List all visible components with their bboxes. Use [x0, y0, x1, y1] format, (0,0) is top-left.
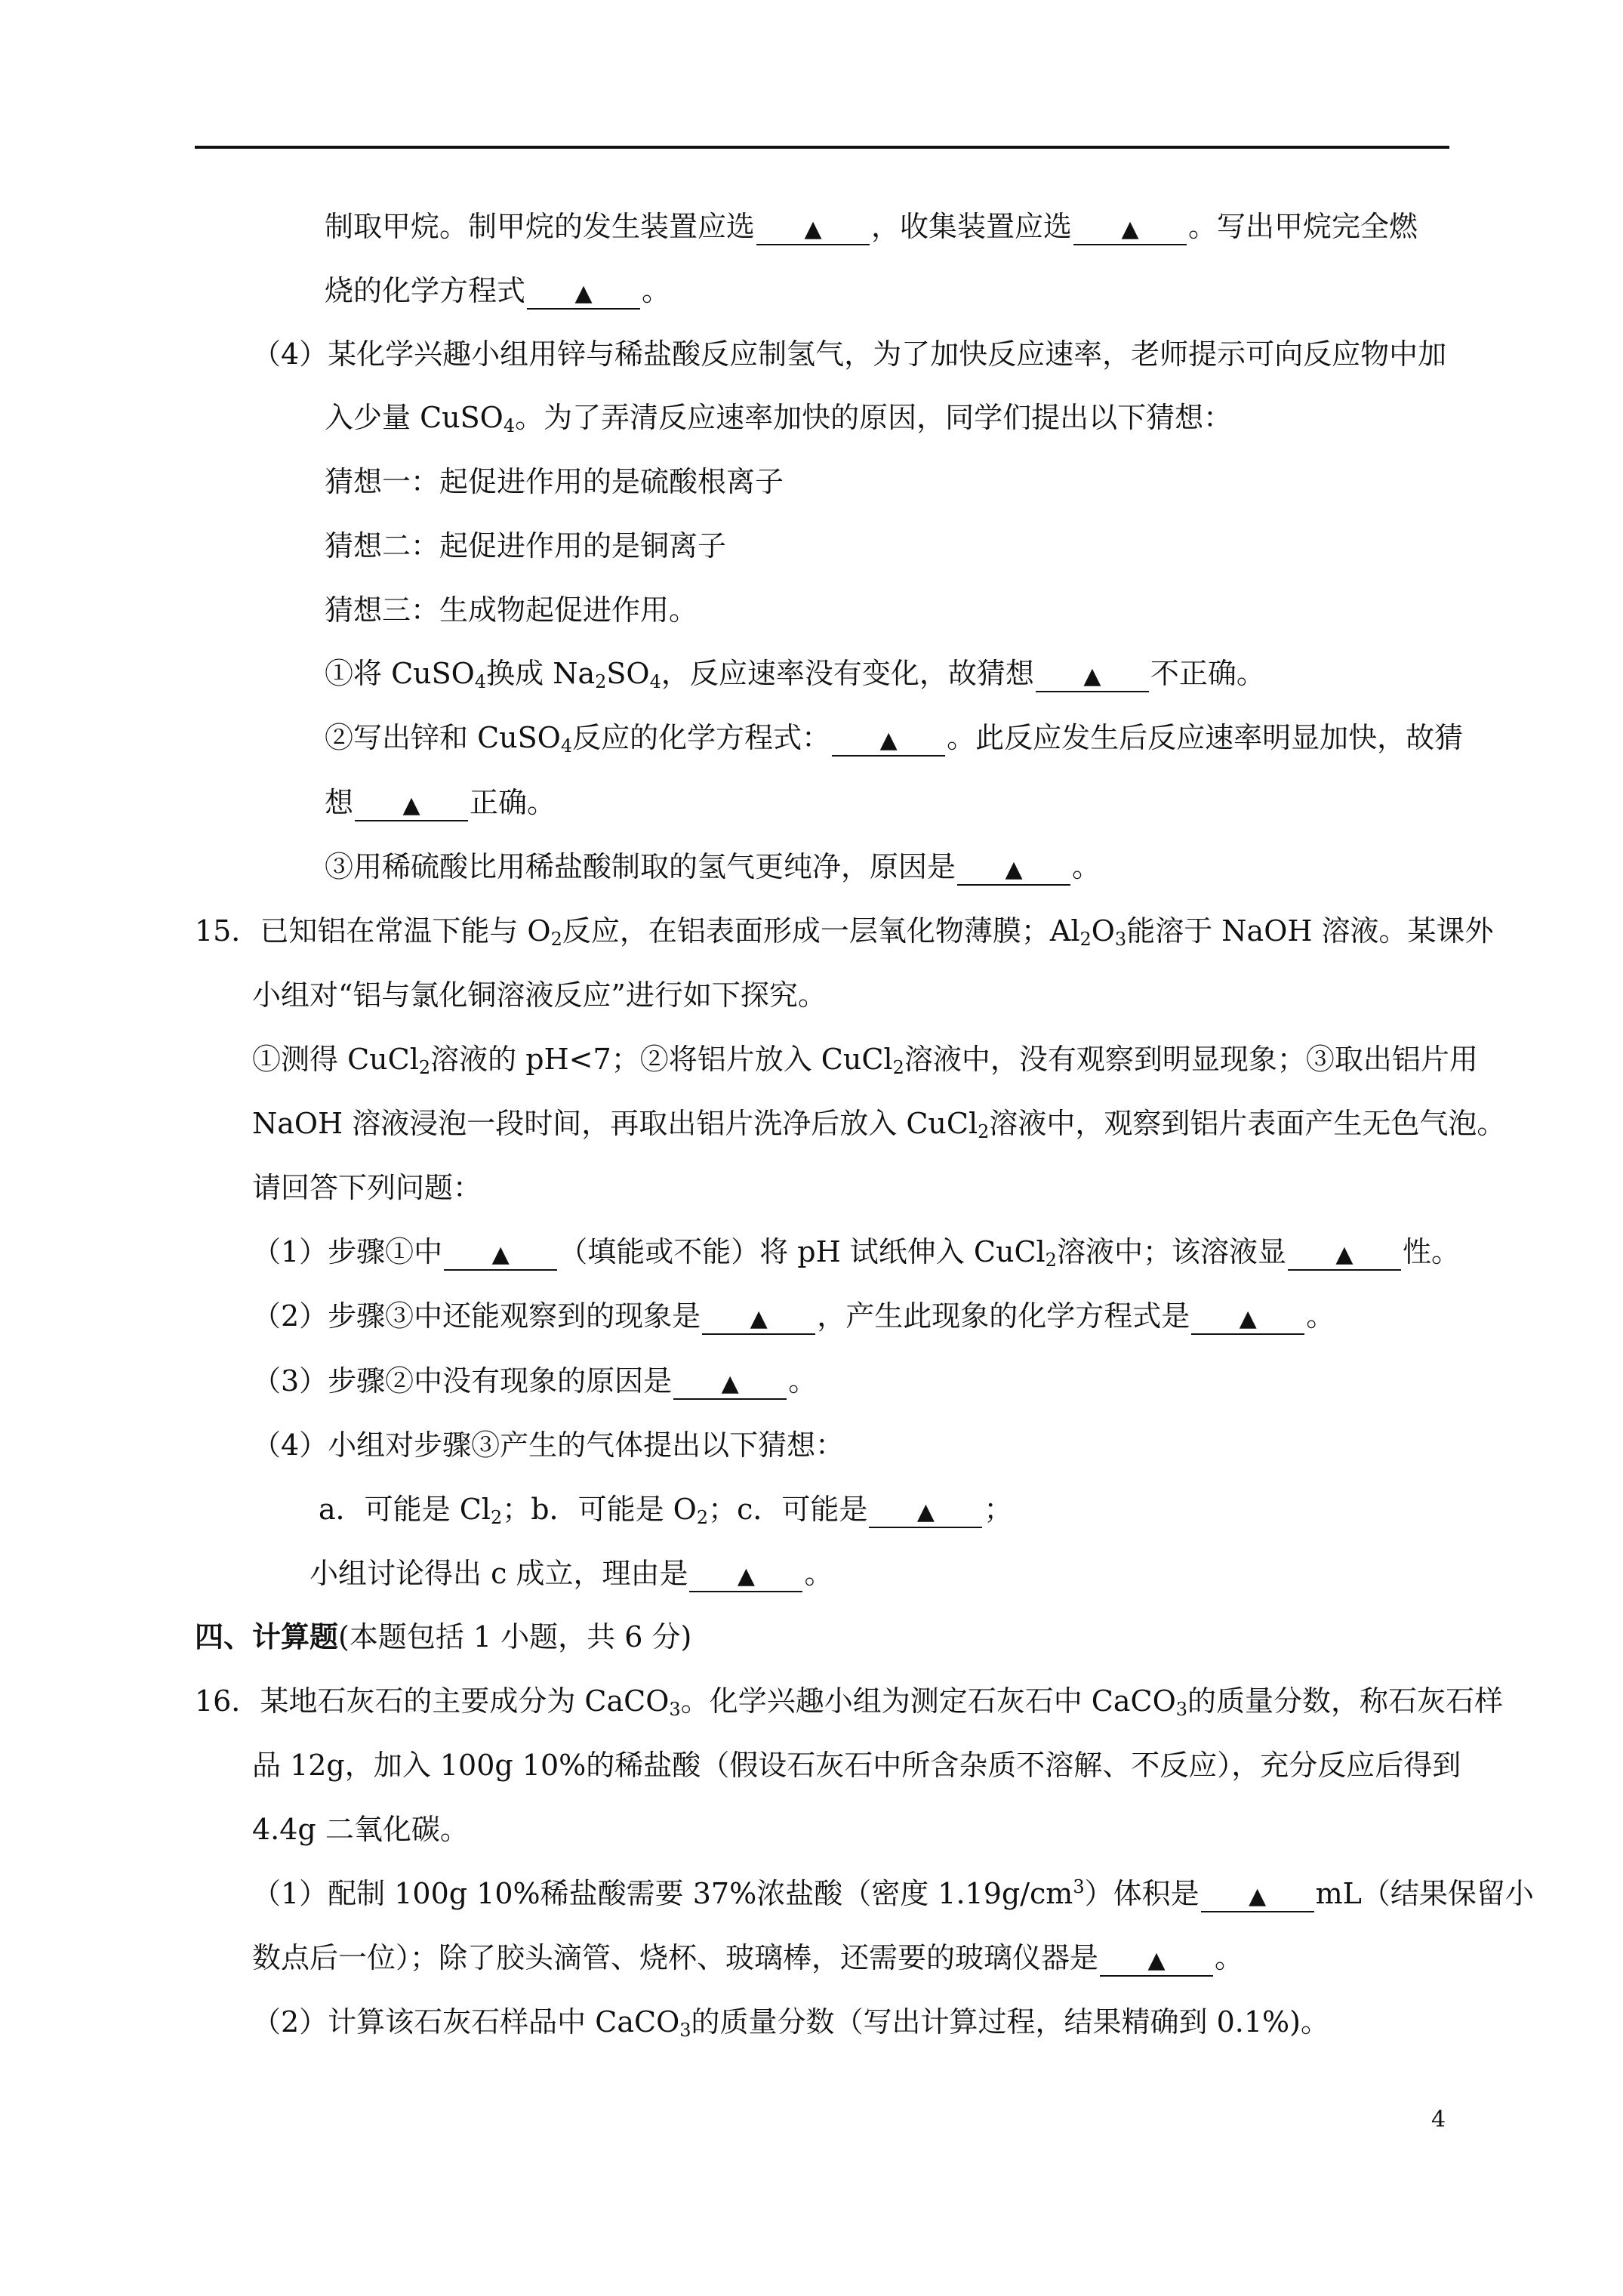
text: SO: [606, 657, 650, 690]
answer-blank[interactable]: [957, 852, 1070, 886]
text: 。化学兴趣小组为测定石灰石中 CaCO: [680, 1684, 1176, 1718]
answer-blank[interactable]: [444, 1237, 557, 1271]
text: 能溶于 NaOH 溶液。某课外: [1126, 914, 1494, 948]
triangle-icon: ▲: [1239, 1305, 1257, 1332]
answer-blank[interactable]: [832, 723, 945, 757]
text: 15．已知铝在常温下能与 O: [195, 914, 551, 948]
q15-line-3: [252, 1042, 1478, 1077]
answer-blank[interactable]: [1288, 1237, 1401, 1271]
q14-part4-line-1: [252, 337, 1446, 371]
subscript: 2: [490, 1507, 503, 1528]
text: 。: [642, 274, 671, 307]
step-1: [325, 656, 1265, 692]
text: ）体积是: [1084, 1877, 1200, 1910]
text: 。: [1072, 850, 1101, 883]
text: 的质量分数，称石灰石样: [1187, 1684, 1504, 1718]
triangle-icon: ▲: [750, 1305, 768, 1332]
header-rule: [195, 146, 1449, 149]
guess-2: [325, 529, 726, 563]
subscript: 2: [550, 929, 562, 950]
q15-part-1: [252, 1234, 1460, 1271]
subscript: 3: [1114, 929, 1127, 950]
q14-line-1: [325, 209, 1418, 245]
text: （填能或不能）将 pH 试纸伸入 CuCl: [559, 1235, 1046, 1268]
q15-part-4-guesses: [319, 1492, 1012, 1528]
triangle-icon: ▲: [1147, 1947, 1166, 1974]
text: （2）步骤③中还能观察到的现象是: [252, 1299, 701, 1333]
step-3: [325, 849, 1101, 886]
q15-part-4: [252, 1428, 844, 1462]
text: 的质量分数（写出计算过程，结果精确到 0.1%)。: [691, 2005, 1329, 2039]
text: 品 12g，加入 100g 10%的稀盐酸（假设石灰石中所含杂质不溶解、不反应），充分反应后得到: [252, 1749, 1461, 1782]
text: 。: [1306, 1299, 1335, 1333]
text: ，产生此现象的化学方程式是: [817, 1299, 1190, 1333]
q15-line-2: [252, 978, 827, 1012]
text: 想: [325, 786, 354, 819]
text: 溶液中，观察到铝片表面产生无色气泡。: [989, 1107, 1506, 1140]
guess-3: [325, 593, 698, 627]
triangle-icon: ▲: [1083, 663, 1101, 689]
text: 。为了弄清反应速率加快的原因，同学们提出以下猜想：: [515, 401, 1233, 434]
triangle-icon: ▲: [491, 1241, 510, 1268]
text: ；b．可能是 O: [502, 1493, 697, 1526]
text: ①测得 CuCl: [252, 1043, 419, 1076]
q14-part4-line-2: [325, 400, 1232, 435]
triangle-icon: ▲: [916, 1499, 935, 1525]
text: （4）某化学兴趣小组用锌与稀盐酸反应制氢气，为了加快反应速率，老师提示可向反应物中加: [252, 337, 1447, 371]
q16-part-1-cont: [252, 1940, 1243, 1977]
text: （1）配制 100g 10%稀盐酸需要 37%浓盐酸（密度 1.19g/cm: [252, 1877, 1073, 1910]
triangle-icon: ▲: [737, 1563, 755, 1589]
text: （1）步骤①中: [252, 1235, 443, 1268]
subscript: 2: [978, 1121, 990, 1142]
section-heading: [195, 1620, 691, 1654]
subscript: 3: [1175, 1699, 1188, 1720]
superscript: 3: [1073, 1876, 1085, 1897]
subscript: 4: [503, 415, 516, 436]
triangle-icon: ▲: [1005, 856, 1023, 883]
q16-part-2: [252, 2005, 1329, 2039]
section-title: 四、计算题: [195, 1620, 339, 1653]
subscript: 2: [696, 1507, 709, 1528]
text: ②写出锌和 CuSO: [325, 721, 561, 754]
text: 。此反应发生后反应速率明显加快，故猜: [947, 721, 1464, 754]
text: 小组对“铝与氯化铜溶液反应”进行如下探究。: [252, 978, 827, 1012]
section-note: (本题包括 1 小题，共 6 分): [338, 1620, 692, 1653]
text: 猜想三：生成物起促进作用。: [325, 593, 698, 627]
text: ；: [984, 1493, 1013, 1526]
text: 16．某地石灰石的主要成分为 CaCO: [195, 1684, 670, 1718]
q16-part-1: [252, 1876, 1534, 1912]
triangle-icon: ▲: [574, 280, 593, 307]
answer-blank[interactable]: [355, 788, 468, 821]
text: 猜想二：起促进作用的是铜离子: [325, 529, 727, 562]
text: 。: [788, 1364, 818, 1398]
subscript: 2: [1045, 1250, 1057, 1271]
step-2: [325, 720, 1463, 757]
answer-blank[interactable]: [756, 212, 870, 245]
text: ，反应速率没有变化，故猜想: [661, 657, 1034, 690]
answer-blank[interactable]: [673, 1367, 787, 1400]
triangle-icon: ▲: [402, 792, 420, 818]
text: 反应的化学方程式：: [572, 721, 831, 754]
text: 反应，在铝表面形成一层氧化物薄膜；Al: [562, 914, 1080, 948]
q15-line-4: [252, 1106, 1505, 1141]
answer-blank[interactable]: [1036, 659, 1149, 692]
triangle-icon: ▲: [879, 727, 898, 754]
text: （4）小组对步骤③产生的气体提出以下猜想：: [252, 1428, 845, 1462]
q15-part-4-reason: [310, 1556, 833, 1592]
answer-blank[interactable]: [1073, 212, 1187, 245]
text: 小组讨论得出 c 成立，理由是: [310, 1557, 688, 1590]
text: ③用稀硫酸比用稀盐酸制取的氢气更纯净，原因是: [325, 850, 956, 883]
text: mL（结果保留小: [1315, 1877, 1534, 1910]
text: 入少量 CuSO: [325, 401, 504, 434]
text: 。: [1215, 1941, 1244, 1974]
text: ，收集装置应选: [871, 210, 1073, 243]
subscript: 3: [679, 2020, 691, 2041]
answer-blank[interactable]: [527, 276, 640, 310]
text: 制取甲烷。制甲烷的发生装置应选: [325, 210, 756, 243]
triangle-icon: ▲: [804, 216, 822, 242]
subscript: 2: [892, 1057, 904, 1078]
subscript: 2: [1079, 929, 1092, 950]
text: 数点后一位）；除了胶头滴管、烧杯、玻璃棒，还需要的玻璃仪器是: [252, 1941, 1099, 1974]
text: 猜想一：起促进作用的是硫酸根离子: [325, 465, 784, 498]
q15-part-3: [252, 1364, 817, 1400]
text: （2）计算该石灰石样品中 CaCO: [252, 2005, 680, 2039]
text: 溶液中；该溶液显: [1056, 1235, 1286, 1268]
text: 性。: [1402, 1235, 1460, 1268]
text: 换成 Na: [486, 657, 596, 690]
triangle-icon: ▲: [1121, 216, 1139, 242]
guess-1: [325, 464, 784, 499]
subscript: 4: [649, 671, 661, 692]
q14-line-2: [325, 273, 670, 310]
q16-line-2: [252, 1748, 1461, 1783]
answer-blank[interactable]: [1201, 1879, 1314, 1912]
triangle-icon: ▲: [1249, 1883, 1267, 1909]
text: a．可能是 Cl: [319, 1493, 491, 1526]
step-2-cont: [325, 785, 556, 821]
text: 。写出甲烷完全燃: [1188, 210, 1418, 243]
subscript: 4: [474, 671, 487, 692]
text: 溶液中，没有观察到明显现象；③取出铝片用: [904, 1043, 1478, 1076]
subscript: 3: [669, 1699, 681, 1720]
text: 烧的化学方程式: [325, 274, 526, 307]
q15-part-2: [252, 1299, 1335, 1335]
text: NaOH 溶液浸泡一段时间，再取出铝片洗净后放入 CuCl: [252, 1107, 978, 1140]
text: 不正确。: [1150, 657, 1265, 690]
subscript: 2: [418, 1057, 431, 1078]
text: 4.4g 二氧化碳。: [252, 1813, 469, 1846]
text: 溶液的 pH<7；②将铝片放入 CuCl: [430, 1043, 893, 1076]
triangle-icon: ▲: [721, 1370, 739, 1397]
subscript: 4: [560, 735, 573, 757]
text: 请回答下列问题：: [252, 1171, 482, 1204]
answer-blank[interactable]: [1100, 1943, 1213, 1977]
text: 。: [804, 1557, 833, 1590]
text: O: [1091, 914, 1115, 948]
q16-line-1: [195, 1684, 1503, 1718]
text: 正确。: [470, 786, 556, 819]
triangle-icon: ▲: [1335, 1241, 1354, 1268]
text: ；c．可能是: [708, 1493, 868, 1526]
page-number: 4: [1431, 2106, 1446, 2133]
text: ①将 CuSO: [325, 657, 475, 690]
text: （3）步骤②中没有现象的原因是: [252, 1364, 673, 1398]
answer-blank[interactable]: [1191, 1302, 1304, 1335]
q16-line-3: [252, 1812, 469, 1847]
answer-blank[interactable]: [689, 1559, 802, 1592]
answer-blank[interactable]: [869, 1495, 982, 1528]
answer-blank[interactable]: [702, 1302, 815, 1335]
subscript: 2: [595, 671, 607, 692]
q15-line-1: [195, 914, 1494, 948]
q15-line-5: [252, 1170, 482, 1205]
